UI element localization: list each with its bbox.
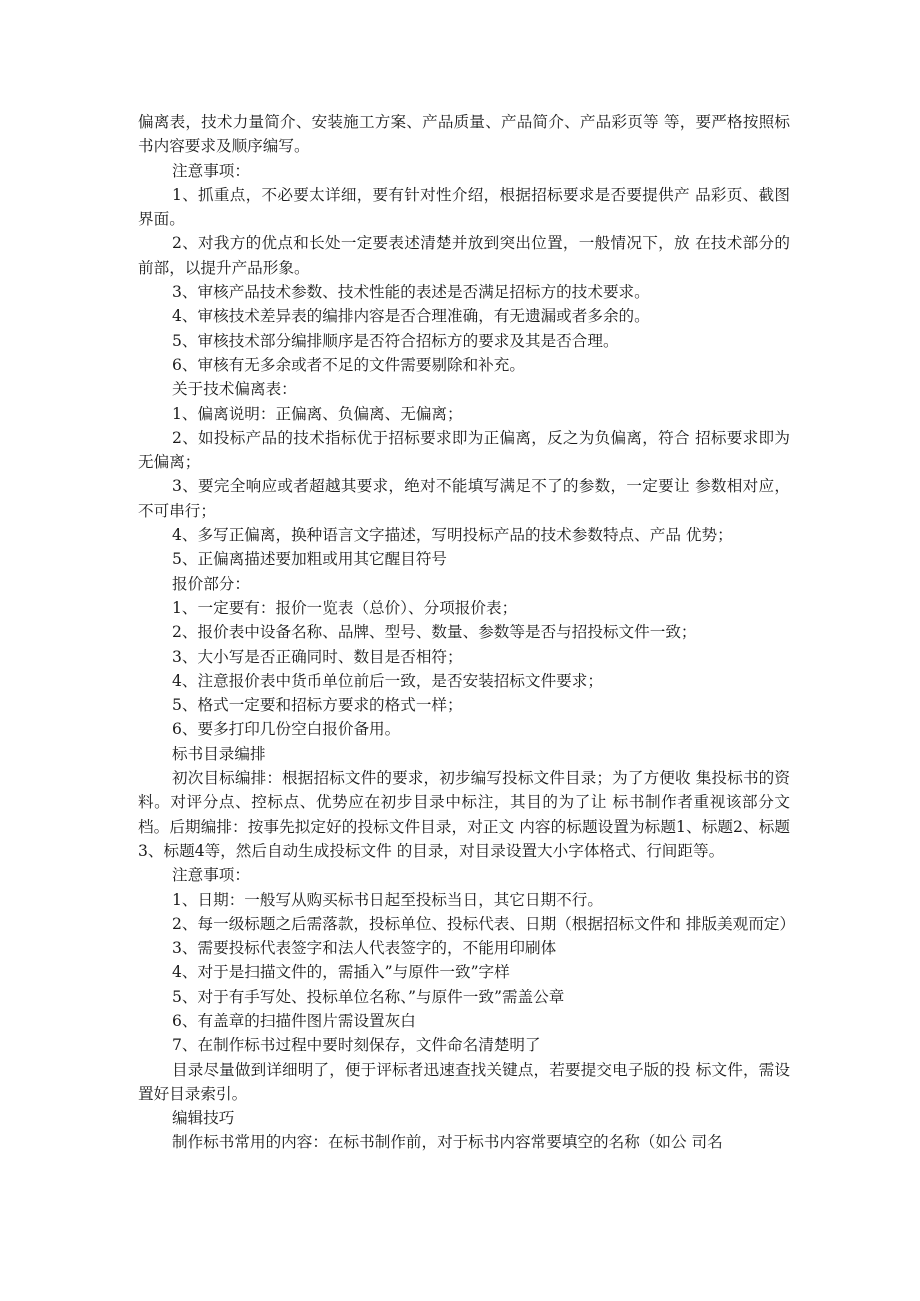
list-item: 1、抓重点，不必要太详细，要有针对性介绍，根据招标要求是否要提供产 品彩页、截图界面。	[138, 185, 790, 229]
list-item: 5、格式一定要和招标方要求的格式一样；	[172, 696, 463, 715]
list-item: 2、每一级标题之后需落款，投标单位、投标代表、日期（根据招标文件和 排版美观而定）	[172, 914, 796, 933]
list-item: 6、有盖章的扫描件图片需设置灰白	[172, 1011, 416, 1030]
section-heading: 注意事项：	[172, 161, 250, 180]
list-item: 2、报价表中设备名称、品牌、型号、数量、参数等是否与招投标文件一致；	[172, 623, 697, 642]
list-item: 5、正偏离描述要加粗或用其它醒目符号	[172, 550, 448, 569]
list-item: 4、多写正偏离，换种语言文字描述，写明投标产品的技术参数特点、产品 优势；	[172, 526, 733, 545]
list-item: 6、审核有无多余或者不足的文件需要剔除和补充。	[172, 355, 525, 374]
section-heading: 报价部分：	[172, 574, 250, 593]
paragraph: 制作标书常用的内容：在标书制作前，对于标书内容常要填空的名称（如公 司名	[172, 1133, 723, 1152]
list-item: 6、要多打印几份空白报价备用。	[172, 720, 401, 739]
list-item: 4、对于是扫描文件的，需插入”与原件一致”字样	[172, 963, 510, 982]
list-item: 5、对于有手写处、投标单位名称、”与原件一致”需盖公章	[172, 987, 565, 1006]
document-page	[138, 110, 796, 1155]
list-item: 1、日期：一般写从购买标书日起至投标当日，其它日期不行。	[172, 890, 603, 909]
list-item: 2、如投标产品的技术指标优于招标要求即为正偏离，反之为负偏离，符合 招标要求即为无偏离；	[138, 428, 790, 472]
section-heading: 注意事项：	[172, 866, 250, 885]
list-item: 4、审核技术差异表的编排内容是否合理准确，有无遗漏或者多余的。	[172, 307, 650, 326]
list-item: 3、需要投标代表签字和法人代表签字的，不能用印刷体	[172, 939, 557, 958]
list-item: 3、要完全响应或者超越其要求，绝对不能填写满足不了的参数，一定要让 参数相对应，不可串行；	[138, 477, 790, 520]
list-item: 2、对我方的优点和长处一定要表述清楚并放到突出位置，一般情况下，放 在技术部分的前部，以提升产品形象。	[138, 234, 790, 277]
paragraph: 目录尽量做到详细明了，便于评标者迅速查找关键点，若要提交电子版的投 标文件，需设置好目录索引。	[138, 1060, 790, 1103]
paragraph: 初次目标编排：根据招标文件的要求，初步编写投标文件目录；为了方便收 集投标书的资料。对评分点、控标点、优势应在初步目录中标注，其目的为了让 标书制作者重视该部分文档。后期编排：按事先拟定好的投标文件目录，对正文 内容的标题设置为标题1、标题2、标题3、标题4等，然后自动生成投标文件 的目录，对目录设置大小字体格式、行间距等。	[138, 769, 790, 860]
paragraph: 偏离表，技术力量简介、安装施工方案、产品质量、产品简介、产品彩页等 等，要严格按照标书内容要求及顺序编写。	[138, 113, 790, 156]
list-item: 4、注意报价表中货币单位前后一致，是否安装招标文件要求；	[172, 671, 603, 690]
list-item: 7、在制作标书过程中要时刻保存，文件命名清楚明了	[172, 1036, 541, 1055]
section-heading: 标书目录编排	[172, 744, 266, 763]
section-heading: 编辑技巧	[172, 1109, 235, 1128]
list-item: 3、大小写是否正确同时、数目是否相符；	[172, 647, 463, 666]
list-item: 1、偏离说明：正偏离、负偏离、无偏离；	[172, 404, 463, 423]
list-item: 3、审核产品技术参数、技术性能的表述是否满足招标方的技术要求。	[172, 283, 650, 302]
list-item: 5、审核技术部分编排顺序是否符合招标方的要求及其是否合理。	[172, 331, 619, 350]
section-heading: 关于技术偏离表：	[172, 380, 297, 399]
list-item: 1、一定要有：报价一览表（总价）、分项报价表；	[172, 598, 518, 617]
